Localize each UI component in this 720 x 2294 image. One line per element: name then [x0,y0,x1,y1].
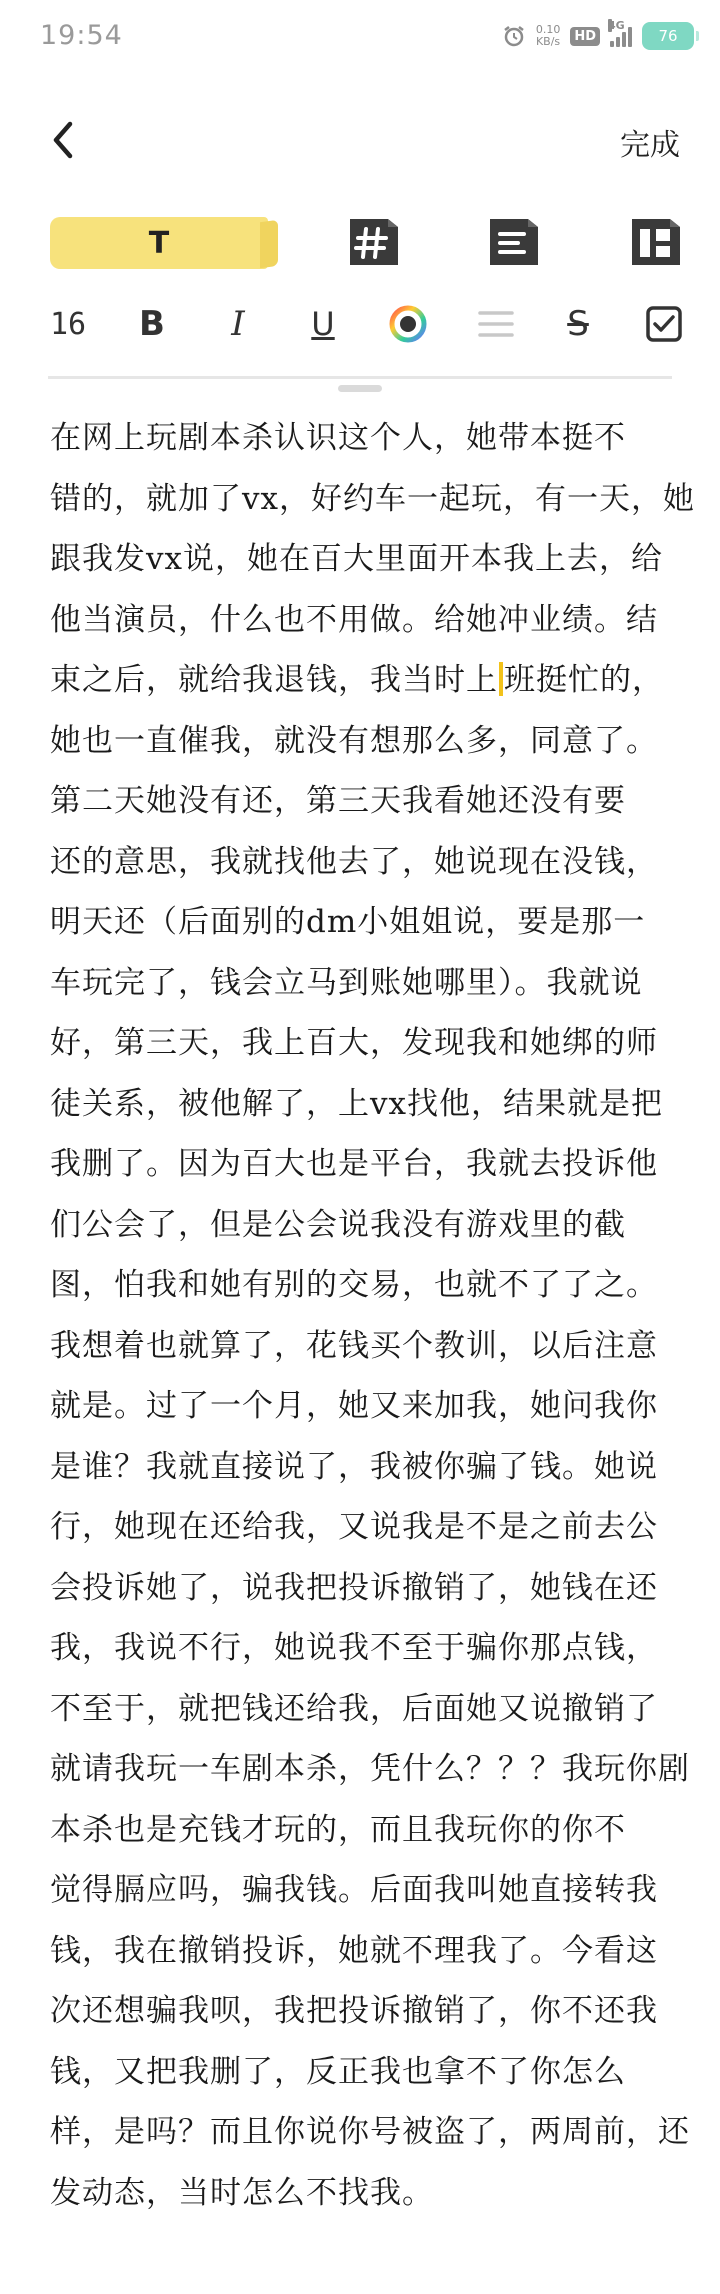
note-line: 图，怕我和她有别的交易，也就不了了之。 [50,1267,658,1303]
net-speed-value: 0.10 [535,23,561,36]
alarm-clock-icon [502,24,526,48]
font-size-button[interactable]: 16 [49,306,87,342]
strikethrough-button[interactable]: S [567,304,589,344]
note-line: 觉得膈应吗，骗我钱。后面我叫她直接转我 [50,1872,658,1908]
note-line: 就是。过了一个月，她又来加我，她问我你 [50,1388,658,1424]
note-line: 他当演员，什么也不用做。给她冲业绩。结 [50,601,658,638]
note-line: 好，第三天，我上百大，发现我和她绑的师 [50,1025,658,1061]
tab-text-style[interactable] [50,217,268,269]
note-line: 会投诉她了，说我把投诉撤销了，她钱在还 [50,1569,658,1606]
text-color-icon [389,305,427,343]
note-line: 不至于，就把钱还给我，后面她又说撤销了 [50,1690,658,1727]
note-line: 本杀也是充钱才玩的，而且我玩你的你不 [50,1811,626,1848]
checkbox-icon [645,305,683,343]
note-line: 车玩完了，钱会立马到账她哪里）。我就说 [50,964,643,1001]
net-speed [536,24,561,48]
note-line: 她也一直催我，就没有想那么多，同意了。 [50,722,658,759]
note-line: 行，她现在还给我，又说我是不是之前去公 [50,1509,658,1545]
note-line: 钱，又把我删了，反正我也拿不了你怎么 [50,2053,626,2090]
toolbar-divider [48,376,672,379]
list-icon[interactable] [484,215,542,269]
note-line-with-caret [50,650,690,711]
hd-badge: HD [570,27,600,46]
note-line: 次还想骗我呗，我把投诉撤销了，你不还我 [50,1993,658,2029]
chevron-left-icon[interactable] [48,118,78,162]
text-color-button[interactable] [388,296,428,352]
align-icon [476,307,516,341]
note-line: 们公会了，但是公会说我没有游戏里的截 [50,1206,626,1243]
checkbox-button[interactable] [642,296,686,352]
status-time: 19:54 [40,20,123,51]
underline-button[interactable]: U [311,305,335,343]
note-line-before-caret: 束之后，就给我退钱，我当时上 [50,662,498,698]
note-line: 我想着也就算了，花钱买个教训，以后注意 [50,1327,658,1364]
bold-button[interactable]: B [139,304,165,344]
nav-bar [0,100,720,180]
network-type-label: 4G [608,19,625,32]
note-line-after-caret: 班挺忙的， [504,662,664,698]
note-editor[interactable] [50,408,695,2223]
layout-icon[interactable] [626,215,684,269]
battery-level: 76 [658,27,678,45]
italic-button[interactable]: I [231,304,245,344]
align-button[interactable] [474,296,518,352]
net-speed-unit: KB/s [535,35,561,48]
format-toolbar [0,296,720,352]
drag-handle[interactable] [338,385,382,392]
signal-strength-icon [608,19,632,47]
note-line: 发动态，当时怎么不找我。 [50,2174,434,2211]
note-line: 钱，我在撤销投诉，她就不理我了。今看这 [50,1932,658,1969]
note-line: 我，我说不行，她说我不至于骗你那点钱， [50,1630,658,1666]
note-line: 还的意思，我就找他去了，她说现在没钱， [50,843,658,880]
hashtag-icon[interactable] [344,215,402,269]
note-line: 跟我发vx说，她在百大里面开本我上去，给 [50,541,663,577]
done-button[interactable]: 完成 [620,128,680,163]
text-caret [499,662,503,696]
note-line: 明天还（后面别的dm小姐姐说，要是那一 [50,904,646,940]
note-line: 就请我玩一车剧本杀，凭什么？？？我玩你剧 [50,1751,690,1787]
note-line: 徒关系，被他解了，上vx找他，结果就是把 [50,1085,663,1122]
note-line: 第二天她没有还，第三天我看她还没有要 [50,783,626,819]
note-line: 错的，就加了vx，好约车一起玩，有一天，她 [50,480,695,517]
note-line: 在网上玩剧本杀认识这个人，她带本挺不 [50,420,626,456]
note-line: 样，是吗？而且你说你号被盗了，两周前，还 [50,2114,690,2150]
status-icons [502,19,694,50]
battery-icon [642,22,694,50]
note-line: 是谁？我就直接说了，我被你骗了钱。她说 [50,1448,658,1485]
toolbar-tabs [0,213,720,273]
status-bar [0,0,720,70]
note-line: 我删了。因为百大也是平台，我就去投诉他 [50,1146,658,1182]
tab-text-style-label: T [148,225,170,261]
